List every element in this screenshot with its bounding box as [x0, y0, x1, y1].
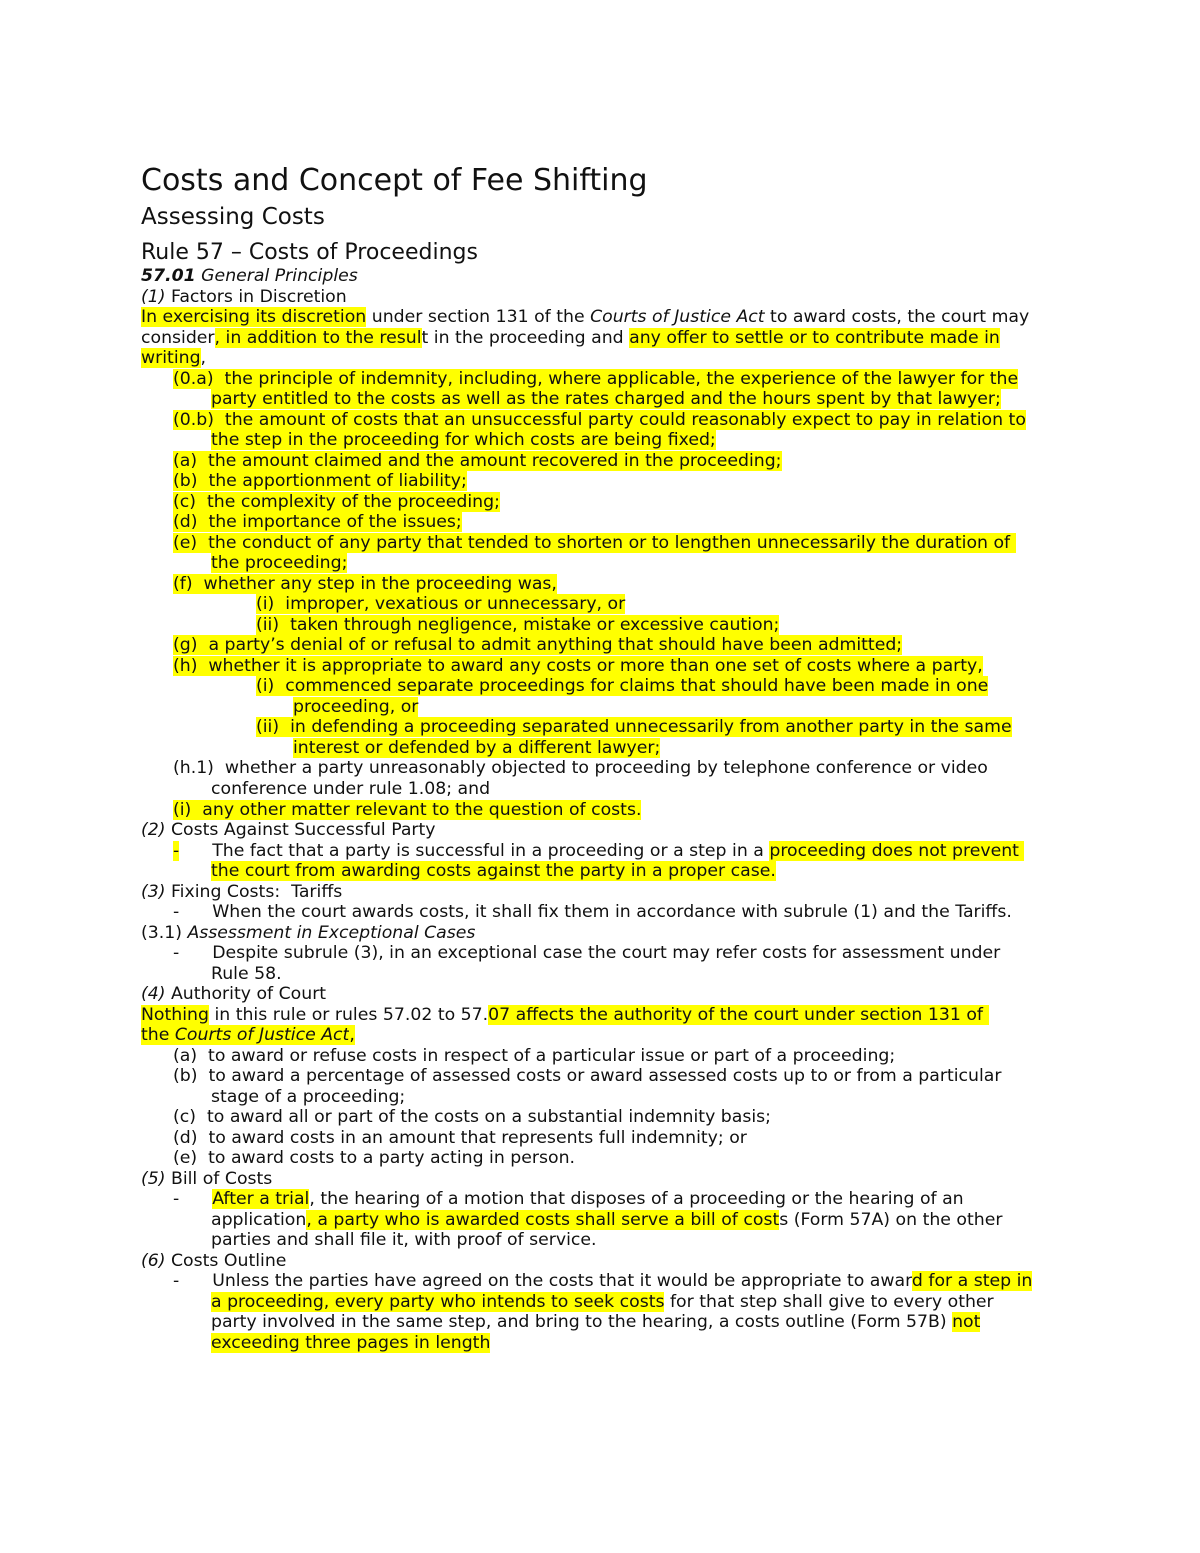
text-line [211, 861, 776, 881]
text-line [173, 902, 1012, 922]
highlighted-text: (a) the amount claimed and the amount recovered in the proceeding; [173, 451, 782, 471]
text-line [293, 738, 660, 758]
text-span: (b) to award a percentage of assessed costs or award assessed costs up to or from a particular [173, 1066, 1002, 1086]
highlighted-text: the court from awarding costs against the party in a proper case. [211, 861, 776, 881]
highlighted-text: After a trial [212, 1189, 310, 1209]
highlighted-text: Nothing [141, 1005, 209, 1025]
highlighted-text: (f) whether any step in the proceeding was, [173, 574, 557, 594]
text-span: for that step shall give to every other [664, 1292, 994, 1312]
highlighted-text: (i) improper, vexatious or unnecessary, or [256, 594, 626, 614]
highlighted-text: exceeding three pages in length [211, 1333, 491, 1353]
text-line [141, 882, 342, 902]
text-line [211, 389, 1001, 409]
text-span: (6) [141, 1251, 166, 1271]
text-line [173, 1128, 747, 1148]
highlighted-text: proceeding, or [293, 697, 419, 717]
text-span: , [200, 348, 207, 368]
text-line [211, 553, 347, 573]
text-span: conference under rule 1.08; and [211, 779, 491, 799]
highlighted-text: writing [141, 348, 201, 368]
highlighted-text: any offer to settle or to contribute made in [629, 328, 1000, 348]
text-line [173, 1107, 771, 1127]
text-line [173, 635, 902, 655]
text-line [256, 594, 625, 614]
text-line [173, 943, 1000, 963]
text-span: to award costs, the court may [764, 307, 1030, 327]
text-line [141, 820, 436, 840]
text-line [293, 697, 418, 717]
text-span: Courts of Justice Act [590, 307, 765, 327]
highlighted-text: Courts of Justice Act [174, 1025, 350, 1045]
highlighted-text: (g) a party’s denial of or refusal to admit anything that should have been admitted; [173, 635, 903, 655]
highlighted-text: a proceeding, every party who intends to seek costs [211, 1292, 665, 1312]
text-span: (3) [141, 882, 166, 902]
highlighted-text: , a party who is awarded costs shall serve a bill of cost [306, 1210, 780, 1230]
text-line [211, 964, 282, 984]
text-span: - When the court awards costs, it shall fix them in accordance with subrule (1) and the Tariffs. [173, 902, 1012, 922]
text-line [211, 1230, 597, 1250]
text-line [211, 1210, 1002, 1230]
text-line [173, 758, 988, 778]
text-span: - [173, 1189, 213, 1209]
highlighted-text: d for a step in [911, 1271, 1033, 1291]
text-span: stage of a proceeding; [211, 1087, 406, 1107]
text-span: (c) to award all or part of the costs on a substantial indemnity basis; [173, 1107, 771, 1127]
text-line [173, 451, 782, 471]
text-line [173, 533, 1016, 553]
text-line [173, 410, 1026, 430]
text-line [173, 492, 500, 512]
text-line [173, 1046, 895, 1066]
text-line [141, 1251, 286, 1271]
highlighted-text: (i) any other matter relevant to the question of costs. [173, 800, 642, 820]
text-line [256, 676, 988, 696]
text-line [173, 369, 1018, 389]
text-line [173, 656, 983, 676]
highlighted-text: (0.b) the amount of costs that an unsuccessful party could reasonably expect to pay in relation to [173, 410, 1026, 430]
rule-heading: Rule 57 – Costs of Proceedings [141, 240, 478, 265]
text-span: (5) [141, 1169, 166, 1189]
highlighted-text: (c) the complexity of the proceeding; [173, 492, 500, 512]
page-title: Costs and Concept of Fee Shifting [141, 163, 648, 198]
text-span: Rule 58. [211, 964, 282, 984]
text-line [211, 779, 490, 799]
text-span: Assessment in Exceptional Cases [187, 923, 476, 943]
text-span: - Unless the parties have agreed on the costs that it would be appropriate to awar [173, 1271, 912, 1291]
text-span: , the hearing of a motion that disposes of a proceeding or the hearing of an [309, 1189, 964, 1209]
text-line [141, 266, 358, 286]
text-line [141, 287, 347, 307]
text-line [141, 328, 1000, 348]
text-span: Fixing Costs: Tariffs [165, 882, 343, 902]
text-span: (3.1) [141, 923, 188, 943]
text-span: t in the proceeding and [421, 328, 630, 348]
text-span: Costs Outline [165, 1251, 287, 1271]
highlighted-text: In exercising its discretion [141, 307, 367, 327]
text-line [211, 1087, 405, 1107]
highlighted-text: 07 affects the authority of the court under section 131 of [488, 1005, 989, 1025]
text-span: in this rule or rules 57.02 to 57. [208, 1005, 489, 1025]
text-span: (2) [141, 820, 166, 840]
text-line [141, 1169, 272, 1189]
text-line [141, 984, 326, 1004]
text-span: (1) [141, 287, 166, 307]
text-line [141, 348, 206, 368]
text-span: Bill of Costs [165, 1169, 273, 1189]
text-span: parties and shall file it, with proof of service. [211, 1230, 597, 1250]
highlighted-text: the proceeding; [211, 553, 348, 573]
text-span: The fact that a party is successful in a proceeding or a step in a [179, 841, 770, 861]
text-line [141, 307, 1029, 327]
text-line [173, 800, 641, 820]
text-line [141, 923, 475, 943]
highlighted-text: (h) whether it is appropriate to award any costs or more than one set of costs where a party, [173, 656, 983, 676]
text-line [173, 1066, 1002, 1086]
highlighted-text: (i) commenced separate proceedings for claims that should have been made in one [256, 676, 989, 696]
highlighted-text: (0.a) the principle of indemnity, including, where applicable, the experience of the lawyer for the [173, 369, 1019, 389]
text-line [211, 430, 716, 450]
text-span: application [211, 1210, 307, 1230]
highlighted-text: , [349, 1025, 355, 1045]
highlighted-text: not [952, 1312, 981, 1332]
highlighted-text: the [141, 1025, 175, 1045]
highlighted-text: (d) the importance of the issues; [173, 512, 462, 532]
highlighted-text: , in addition to the resul [214, 328, 422, 348]
text-span: (d) to award costs in an amount that represents full indemnity; or [173, 1128, 747, 1148]
text-line [141, 1005, 989, 1025]
text-line [173, 841, 1024, 861]
text-line [211, 1333, 490, 1353]
highlighted-text: proceeding does not prevent [769, 841, 1025, 861]
text-span: Authority of Court [165, 984, 327, 1004]
text-span: consider [141, 328, 215, 348]
text-line [173, 1189, 964, 1209]
highlighted-text: (ii) taken through negligence, mistake or excessive caution; [256, 615, 780, 635]
text-line [256, 615, 779, 635]
highlighted-text: the step in the proceeding for which costs are being fixed; [211, 430, 716, 450]
highlighted-text: (e) the conduct of any party that tended to shorten or to lengthen unnecessarily the duration of [173, 533, 1016, 553]
text-span: (4) [141, 984, 166, 1004]
text-line [173, 574, 557, 594]
text-span: 57.01 [141, 266, 196, 286]
text-span: under section 131 of the [366, 307, 591, 327]
text-line [173, 1148, 575, 1168]
section-heading: Assessing Costs [141, 204, 325, 230]
text-span: s (Form 57A) on the other [779, 1210, 1003, 1230]
text-span: (a) to award or refuse costs in respect of a particular issue or part of a proceeding; [173, 1046, 896, 1066]
text-span: Costs Against Successful Party [165, 820, 436, 840]
text-line [173, 1271, 1032, 1291]
text-span: General Principles [195, 266, 358, 286]
text-line [141, 1025, 355, 1045]
text-span: (h.1) whether a party unreasonably objected to proceeding by telephone conference or video [173, 758, 988, 778]
highlighted-text: - [173, 841, 180, 861]
text-line [211, 1292, 994, 1312]
text-line [173, 512, 462, 532]
highlighted-text: party entitled to the costs as well as the rates charged and the hours spent by that lawyer; [211, 389, 1001, 409]
text-line [173, 471, 467, 491]
highlighted-text: interest or defended by a different lawyer; [293, 738, 661, 758]
highlighted-text: (ii) in defending a proceeding separated unnecessarily from another party in the same [256, 717, 1012, 737]
text-span: (e) to award costs to a party acting in person. [173, 1148, 576, 1168]
text-span: Factors in Discretion [165, 287, 347, 307]
text-span: - Despite subrule (3), in an exceptional case the court may refer costs for assessment under [173, 943, 1001, 963]
highlighted-text: (b) the apportionment of liability; [173, 471, 467, 491]
text-line [211, 1312, 980, 1332]
text-line [256, 717, 1012, 737]
text-span: party involved in the same step, and bring to the hearing, a costs outline (Form 57B) [211, 1312, 953, 1332]
